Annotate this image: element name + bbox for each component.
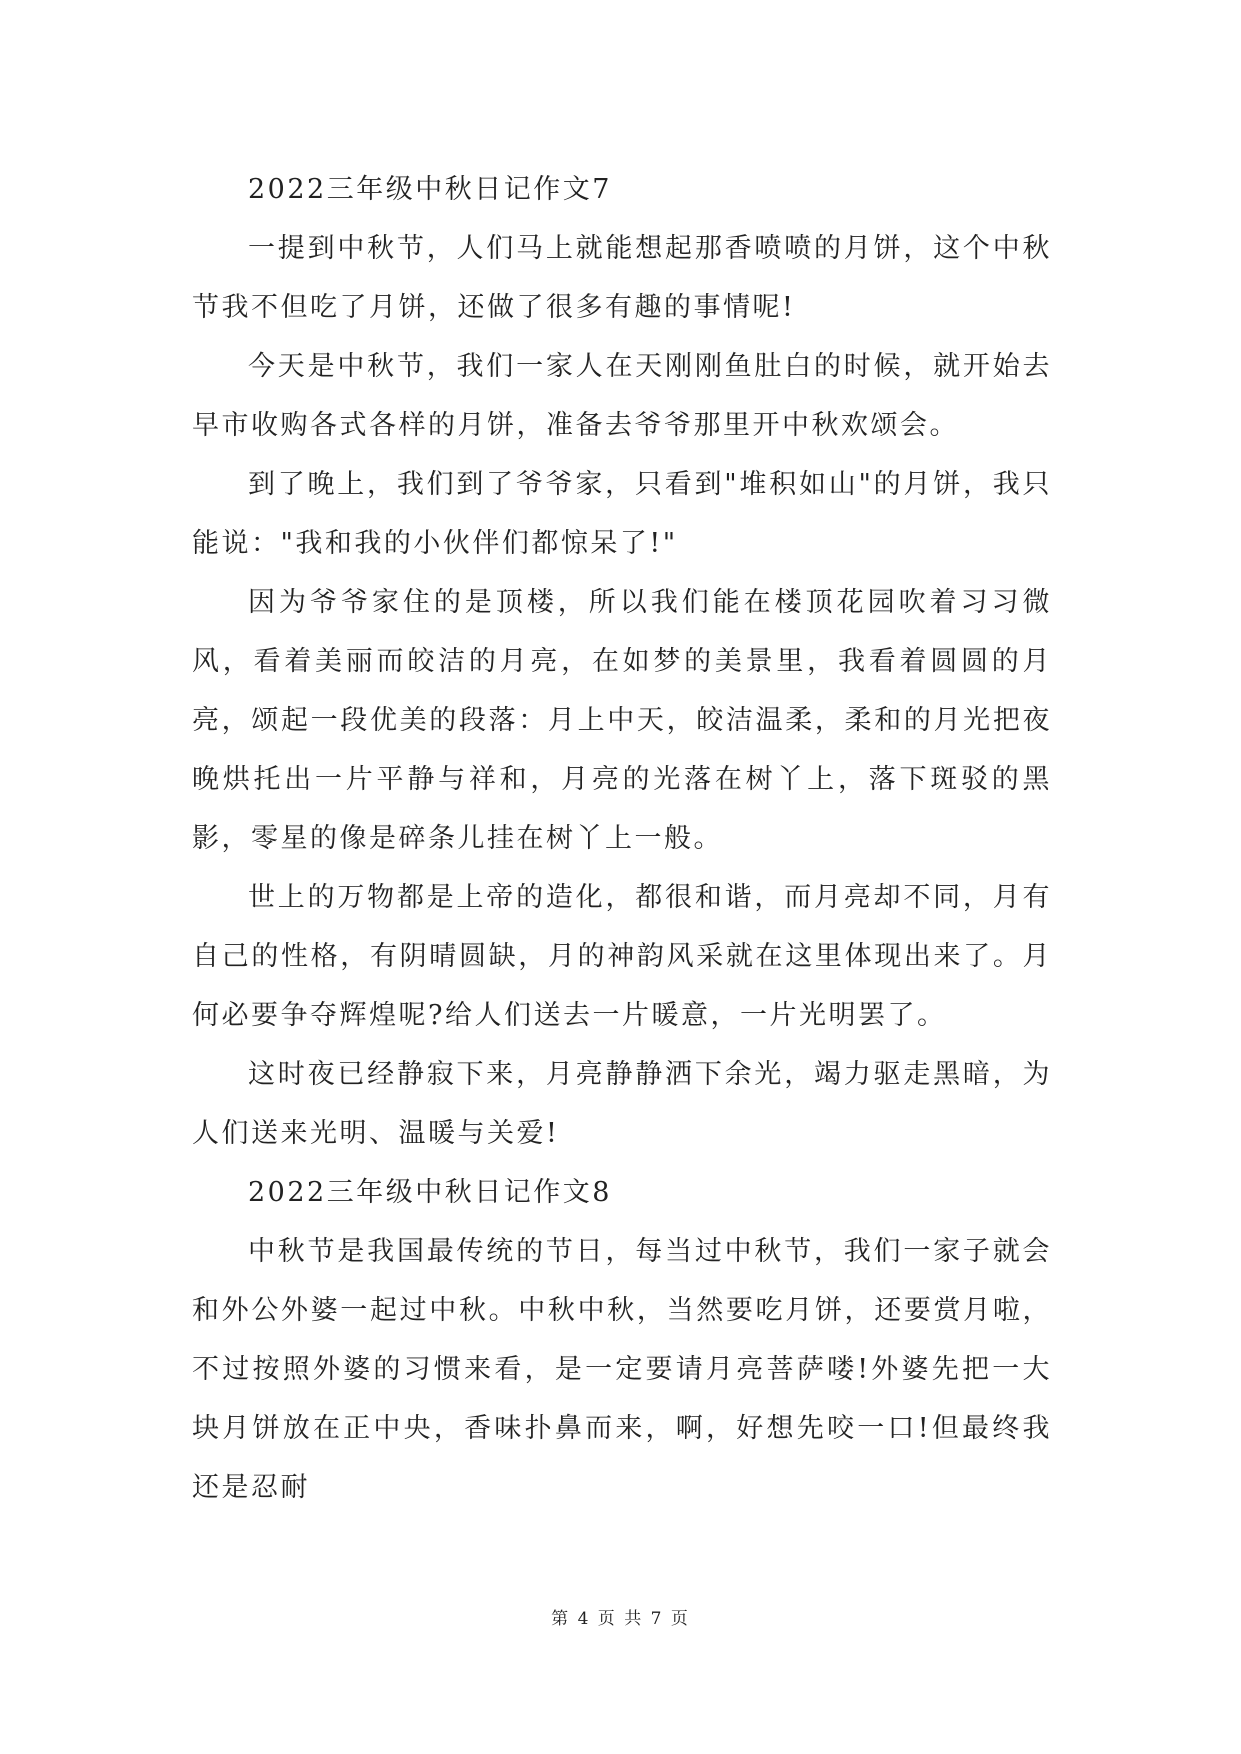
- paragraph: 今天是中秋节，我们一家人在天刚刚鱼肚白的时候，就开始去早市收购各式各样的月饼，准备去爷爷那里开中秋欢颂会。: [192, 351, 1052, 441]
- document-body: [192, 160, 1052, 1517]
- paragraph: 因为爷爷家住的是顶楼，所以我们能在楼顶花园吹着习习微风，看着美丽而皎洁的月亮，在如梦的美景里，我看着圆圆的月亮，颂起一段优美的段落：月上中天，皎洁温柔，柔和的月光把夜晚烘托出一片平静与祥和，月亮的光落在树丫上，落下斑驳的黑影，零星的像是碎条儿挂在树丫上一般。: [192, 587, 1052, 854]
- paragraph: 中秋节是我国最传统的节日，每当过中秋节，我们一家子就会和外公外婆一起过中秋。中秋中秋，当然要吃月饼，还要赏月啦，不过按照外婆的习惯来看，是一定要请月亮菩萨喽!外婆先把一大块月饼放在正中央，香味扑鼻而来，啊，好想先咬一口!但最终我还是忍耐: [192, 1236, 1052, 1503]
- paragraph: 一提到中秋节，人们马上就能想起那香喷喷的月饼，这个中秋节我不但吃了月饼，还做了很多有趣的事情呢!: [192, 233, 1052, 323]
- paragraph: 到了晚上，我们到了爷爷家，只看到"堆积如山"的月饼，我只能说："我和我的小伙伴们都惊呆了!": [192, 469, 1052, 559]
- essay-heading: 2022三年级中秋日记作文7: [248, 174, 612, 205]
- paragraph: 世上的万物都是上帝的造化，都很和谐，而月亮却不同，月有自己的性格，有阴晴圆缺，月的神韵风采就在这里体现出来了。月何必要争夺辉煌呢?给人们送去一片暖意，一片光明罢了。: [192, 882, 1052, 1031]
- paragraph: 这时夜已经静寂下来，月亮静静洒下余光，竭力驱走黑暗，为人们送来光明、温暖与关爱!: [192, 1059, 1052, 1149]
- essay-heading: 2022三年级中秋日记作文8: [248, 1177, 612, 1208]
- page-footer: 第 4 页 共 7 页: [551, 1609, 690, 1629]
